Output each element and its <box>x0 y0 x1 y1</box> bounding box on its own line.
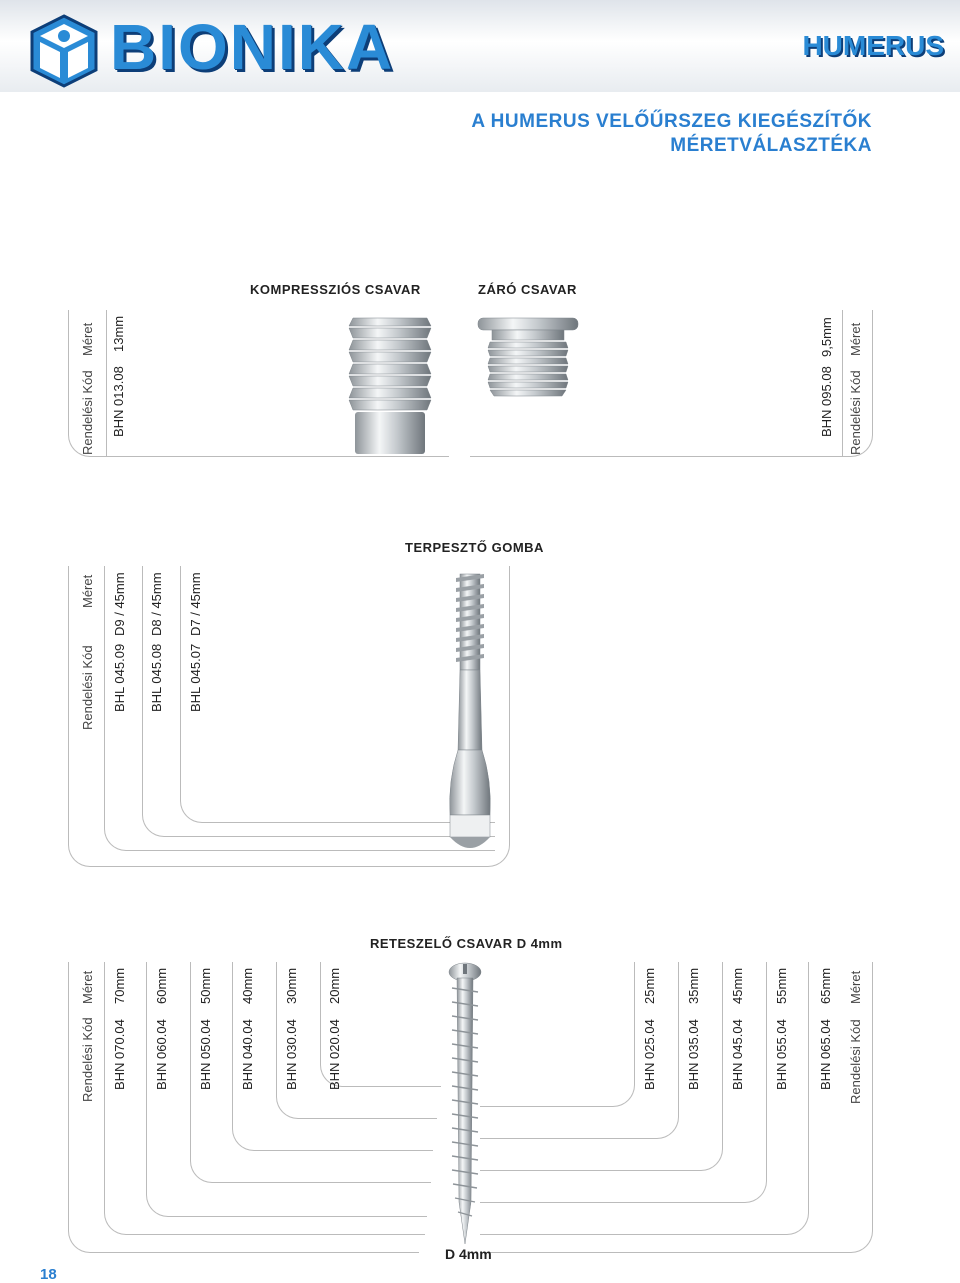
reteszelo-code-45: BHN 045.04 <box>730 1019 745 1090</box>
reteszelo-size-40: 40mm <box>240 967 255 1004</box>
title-line-2: MÉRETVÁLASZTÉKA <box>670 135 872 156</box>
terpeszto-code-header: Rendelési Kód <box>80 645 95 730</box>
reteszelo-size-35: 35mm <box>686 967 701 1004</box>
zaro-divider <box>836 310 843 456</box>
reteszelo-size-50: 50mm <box>198 967 213 1004</box>
terpeszto-code-2: BHL 045.08 <box>149 643 164 712</box>
page-title <box>471 110 872 158</box>
reteszelo-diameter-label: D 4mm <box>445 1246 492 1262</box>
reteszelo-size-25: 25mm <box>642 967 657 1004</box>
kompresszios-size: 13mm <box>111 315 126 352</box>
bionika-logo-icon <box>30 14 98 88</box>
reteszelo-code-30: BHN 030.04 <box>284 1019 299 1090</box>
reteszelo-code-25: BHN 025.04 <box>642 1019 657 1090</box>
terpeszto-code-1: BHL 045.09 <box>112 643 127 712</box>
kompresszios-code-header: Rendelési Kód <box>80 370 95 455</box>
reteszelo-code-60: BHN 060.04 <box>154 1019 169 1090</box>
kompresszios-label: KOMPRESSZIÓS CSAVAR <box>250 282 421 297</box>
reteszelo-size-header: Méret <box>80 970 95 1004</box>
reteszelo-r-code-header: Rendelési Kód <box>848 1019 863 1104</box>
reteszelo-size-20: 20mm <box>327 967 342 1004</box>
title-line-1: A HUMERUS VELŐŰRSZEG KIEGÉSZÍTŐK <box>471 111 872 132</box>
terpeszto-size-1: D9 / 45mm <box>112 572 127 636</box>
reteszelo-code-40: BHN 040.04 <box>240 1019 255 1090</box>
reteszelo-code-35: BHN 035.04 <box>686 1019 701 1090</box>
page-number: 18 <box>40 1266 57 1283</box>
zaro-code-header: Rendelési Kód <box>848 370 863 455</box>
section-tag: HUMERUS <box>802 30 944 61</box>
terpeszto-label: TERPESZTŐ GOMBA <box>405 540 544 555</box>
zaro-size-header: Méret <box>848 322 863 356</box>
brand-name: BIONIKA <box>110 11 395 83</box>
terpeszto-size-3: D7 / 45mm <box>188 572 203 636</box>
reteszelo-r-size-header: Méret <box>848 970 863 1004</box>
reteszelo-size-60: 60mm <box>154 967 169 1004</box>
zaro-code: BHN 095.08 <box>819 366 834 437</box>
reteszelo-code-header: Rendelési Kód <box>80 1017 95 1102</box>
kompresszios-csavar-image <box>345 314 435 458</box>
reteszelo-csavar-image <box>440 962 490 1246</box>
reteszelo-size-55: 55mm <box>774 967 789 1004</box>
page-header <box>0 0 960 92</box>
terpeszto-size-2: D8 / 45mm <box>149 572 164 636</box>
terpeszto-size-header: Méret <box>80 574 95 608</box>
reteszelo-code-65: BHN 065.04 <box>818 1019 833 1090</box>
reteszelo-code-20: BHN 020.04 <box>327 1019 342 1090</box>
reteszelo-size-70: 70mm <box>112 967 127 1004</box>
kompresszios-code: BHN 013.08 <box>111 366 126 437</box>
terpeszto-gomba-image <box>440 570 500 850</box>
reteszelo-code-50: BHN 050.04 <box>198 1019 213 1090</box>
reteszelo-code-70: BHN 070.04 <box>112 1019 127 1090</box>
reteszelo-label: RETESZELŐ CSAVAR D 4mm <box>370 936 563 951</box>
reteszelo-size-65: 65mm <box>818 967 833 1004</box>
zaro-size: 9,5mm <box>819 317 834 357</box>
kompresszios-size-header: Méret <box>80 322 95 356</box>
reteszelo-r-line-5 <box>480 962 635 1107</box>
zaro-label: ZÁRÓ CSAVAR <box>478 282 577 297</box>
reteszelo-code-55: BHN 055.04 <box>774 1019 789 1090</box>
zaro-csavar-image <box>476 316 580 400</box>
reteszelo-size-30: 30mm <box>284 967 299 1004</box>
reteszelo-size-45: 45mm <box>730 967 745 1004</box>
terpeszto-code-3: BHL 045.07 <box>188 643 203 712</box>
